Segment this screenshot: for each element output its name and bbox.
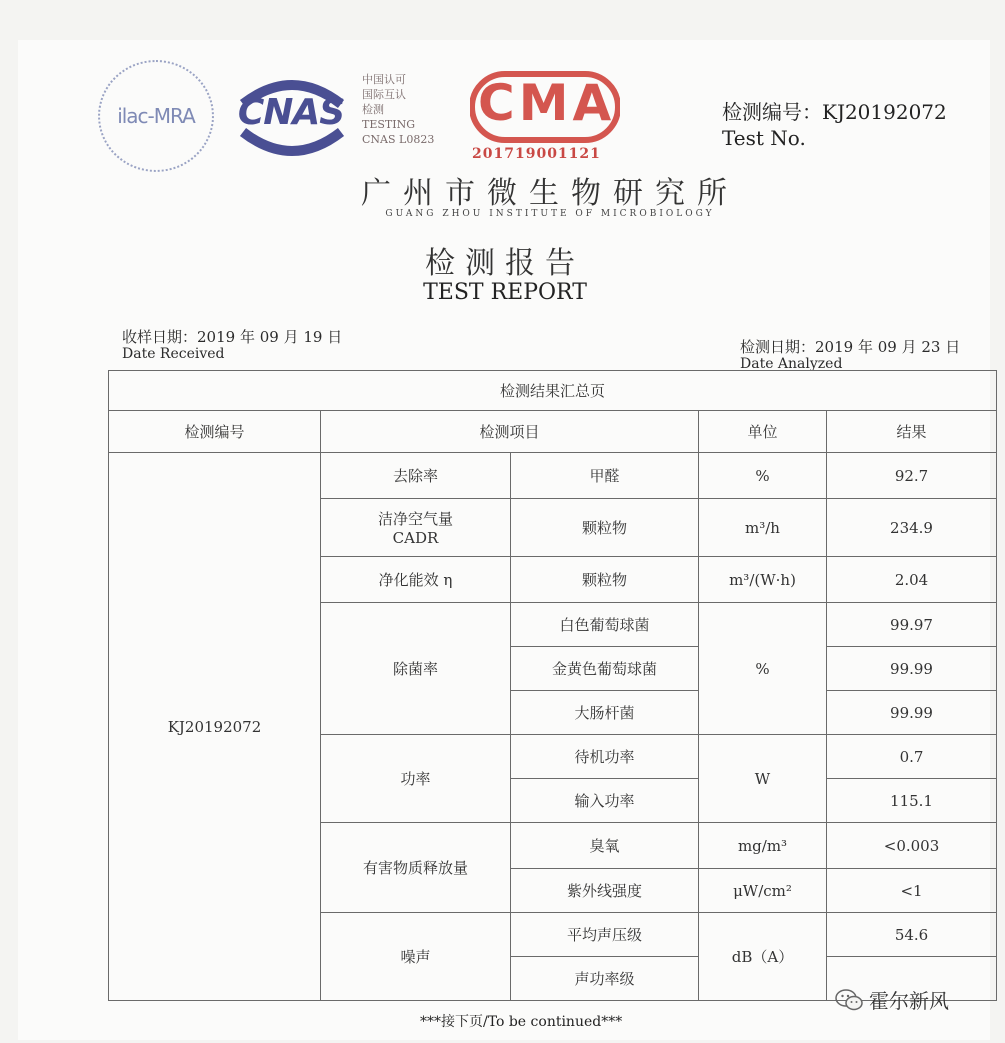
cnas-note-line: 中国认可: [362, 73, 406, 86]
subitem-cell: 输入功率: [511, 779, 699, 823]
category-cell: 噪声: [321, 913, 511, 1001]
subitem-cell: 颗粒物: [511, 499, 699, 557]
date-analyzed: 检测日期：2019 年 09 月 23 日: [740, 338, 961, 356]
header-item: 检测项目: [321, 411, 699, 453]
unit-cell: %: [699, 453, 827, 499]
result-cell: 99.97: [827, 603, 997, 647]
wechat-icon: [835, 989, 863, 1011]
subitem-cell: 白色葡萄球菌: [511, 603, 699, 647]
unit-cell: m³/h: [699, 499, 827, 557]
result-cell: 92.7: [827, 453, 997, 499]
result-cell: 99.99: [827, 647, 997, 691]
sample-id-cell: KJ20192072: [109, 453, 321, 1001]
unit-cell: dB（A）: [699, 913, 827, 1001]
date-received-en: Date Received: [122, 346, 225, 362]
subitem-cell: 臭氧: [511, 823, 699, 869]
result-cell: <0.003: [827, 823, 997, 869]
date-received: 收样日期：2019 年 09 月 19 日: [122, 328, 343, 346]
subitem-cell: 平均声压级: [511, 913, 699, 957]
header-unit: 单位: [699, 411, 827, 453]
subitem-cell: 大肠杆菌: [511, 691, 699, 735]
subitem-cell: 金黄色葡萄球菌: [511, 647, 699, 691]
category-cell: 去除率: [321, 453, 511, 499]
subitem-cell: 声功率级: [511, 957, 699, 1001]
result-cell: <1: [827, 869, 997, 913]
subitem-cell: 颗粒物: [511, 557, 699, 603]
cma-logo-text: CMA: [478, 74, 616, 132]
category-line: 洁净空气量: [377, 510, 453, 528]
result-cell: 2.04: [827, 557, 997, 603]
continued-note: ***接下页/To be continued***: [420, 1014, 623, 1030]
ilac-logo-text: ilac-MRA: [117, 104, 195, 128]
results-summary-table: [108, 370, 997, 1001]
category-cell: 有害物质释放量: [321, 823, 511, 913]
category-cell: 净化能效 η: [321, 557, 511, 603]
category-cell: 功率: [321, 735, 511, 823]
cnas-note-line: 国际互认: [362, 88, 406, 101]
institute-name-cn: 广州市微生物研究所: [361, 176, 739, 211]
watermark-text: 霍尔新风: [869, 989, 949, 1013]
report-title-en: TEST REPORT: [423, 280, 587, 305]
result-cell: 115.1: [827, 779, 997, 823]
table-header-row: [109, 411, 997, 453]
result-cell: 0.7: [827, 735, 997, 779]
cnas-note-line: CNAS L0823: [362, 133, 435, 146]
header-result: 结果: [827, 411, 997, 453]
result-cell: 54.6: [827, 913, 997, 957]
unit-cell: mg/m³: [699, 823, 827, 869]
header-id: 检测编号: [109, 411, 321, 453]
result-cell: 99.99: [827, 691, 997, 735]
unit-cell: μW/cm²: [699, 869, 827, 913]
category-cell: [321, 499, 511, 557]
cnas-note: [362, 72, 462, 147]
report-number-en: Test No.: [722, 126, 806, 150]
ilac-mra-logo: [98, 60, 214, 172]
cnas-note-line: TESTING: [362, 118, 415, 131]
subitem-cell: 待机功率: [511, 735, 699, 779]
result-cell: 234.9: [827, 499, 997, 557]
table-row: [109, 453, 997, 499]
subitem-cell: 甲醛: [511, 453, 699, 499]
category-cell: 除菌率: [321, 603, 511, 735]
date-analyzed-en: Date Analyzed: [740, 356, 843, 372]
cnas-logo-text: CNAS: [237, 92, 345, 133]
category-line: CADR: [392, 529, 439, 547]
unit-cell: %: [699, 603, 827, 735]
institute-name-en: GUANG ZHOU INSTITUTE OF MICROBIOLOGY: [385, 209, 715, 219]
subitem-cell: 紫外线强度: [511, 869, 699, 913]
cnas-note-line: 检测: [362, 103, 384, 116]
cma-number: 201719001121: [472, 146, 601, 162]
report-number: 检测编号：KJ20192072: [722, 100, 947, 124]
watermark: [835, 985, 949, 1014]
unit-cell: m³/(W·h): [699, 557, 827, 603]
report-title-cn: 检测报告: [425, 246, 585, 281]
table-caption: 检测结果汇总页: [109, 371, 997, 411]
table-caption-row: [109, 371, 997, 411]
unit-cell: W: [699, 735, 827, 823]
